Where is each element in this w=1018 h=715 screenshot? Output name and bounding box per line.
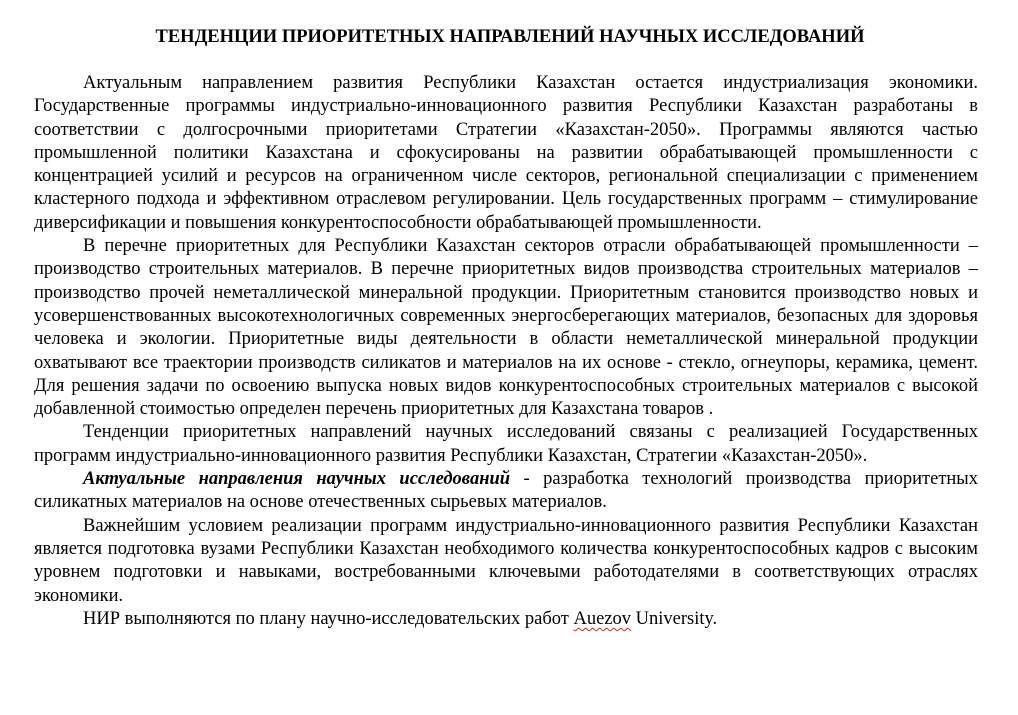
research-plan-text: НИР выполняются по плану научно-исследовательских работ: [83, 608, 574, 629]
document-title: ТЕНДЕНЦИИ ПРИОРИТЕТНЫХ НАПРАВЛЕНИЙ НАУЧНЫХ ИССЛЕДОВАНИЙ: [155, 27, 865, 47]
paragraph-priority-sectors: В перечне приоритетных для Республики Казахстан секторов отрасли обрабатывающей промышленности – производство строительных материалов. В перечне приоритетных видов производства строительных материалов – производство прочей неметаллической минеральной продукции. Приоритетным становится производство новых и усовершенствованных высокотехнологичных современных энергосберегающих материалов, безопасных для здоровья человека и экологии. Приоритетные виды деятельности в области неметаллической минеральной продукции охватывают все траектории производств силикатов и материалов на их основе - стекло, огнеупоры, керамика, цемент. Для решения задачи по освоению выпуска новых видов конкурентоспособных строительных материалов с высокой добавленной стоимостью определен перечень приоритетных для Казахстана товаров .: [34, 236, 978, 420]
research-plan-suffix: University.: [631, 608, 718, 629]
paragraph-personnel-training: Важнейшим условием реализации программ индустриально-инновационного развития Республики Казахстан является подготовка вузами Республики Казахстан необходимого количества конкурентоспособных кадров с высоким уровнем подготовки и навыками, востребованными ключевыми работодателями в соответствующих отраслях экономики.: [34, 515, 978, 606]
paragraph-research-plan: [34, 608, 978, 631]
actual-directions-lead: Актуальные направления научных исследований: [83, 469, 511, 490]
paragraph-research-trends: Тенденции приоритетных направлений научных исследований связаны с реализацией Государственных программ индустриально-инновационного развития Республики Казахстан, Стратегии «Казахстан-2050».: [34, 422, 978, 466]
paragraph-actual-directions: [34, 468, 978, 515]
actual-directions-text: - разработка технологий производства приоритетных силикатных материалов на основе отечественных сырьевых материалов.: [34, 469, 978, 513]
paragraph-industrialization: Актуальным направлением развития Республики Казахстан остается индустриализация экономики. Государственные программы индустриально-инновационного развития Республики Казахстан разработаны в соответствии с долгосрочными приоритетами Стратегии «Казахстан-2050». Программы являются частью промышленной политики Казахстана и сфокусированы на развитии обрабатывающей промышленности с концентрацией усилий и ресурсов на ограниченном числе секторов, региональной специализации с применением кластерного подхода и эффективном отраслевом регулировании. Цель государственных программ – стимулирование диверсификации и повышения конкурентоспособности обрабатывающей промышленности.: [34, 73, 978, 233]
university-name-misspelled: Auezov: [573, 608, 631, 629]
